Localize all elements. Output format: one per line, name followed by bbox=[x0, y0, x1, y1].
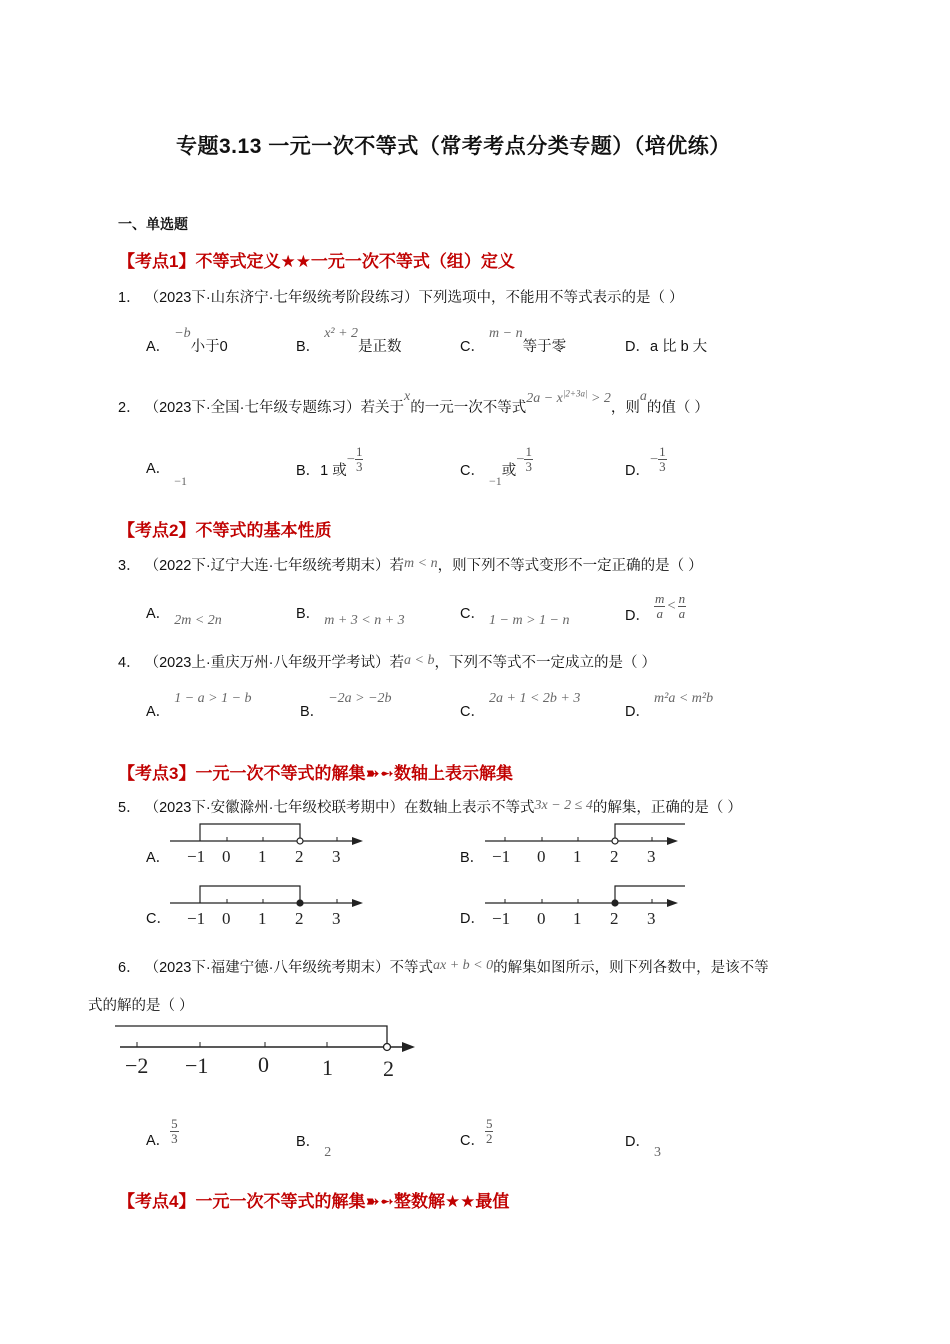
q3-option-d-fraction-right bbox=[678, 592, 687, 621]
q1-option-a-text: 小于0 bbox=[190, 339, 228, 355]
q2-option-c-or: 或 bbox=[501, 463, 517, 480]
tick-label: −1 bbox=[187, 847, 206, 866]
tick-marks bbox=[137, 1042, 327, 1047]
q4-option-d-math: m²a < m²b bbox=[654, 691, 714, 706]
open-endpoint bbox=[612, 838, 618, 844]
tick-label: −1 bbox=[187, 909, 206, 928]
q6-option-a-fraction bbox=[170, 1117, 179, 1146]
q2-option-c-fraction bbox=[524, 445, 533, 474]
closed-endpoint bbox=[297, 900, 303, 906]
q6-option-a[interactable] bbox=[146, 1116, 179, 1150]
solution-bracket bbox=[615, 886, 685, 903]
q2-option-c-label: C． bbox=[460, 463, 485, 480]
q3-condition: m < n bbox=[404, 556, 438, 571]
tick-label: 0 bbox=[537, 847, 546, 866]
q2-var-a: a bbox=[639, 389, 647, 404]
q3-option-c-label: C． bbox=[460, 606, 485, 622]
q5-option-b-number-line bbox=[480, 820, 685, 868]
tick-label: −1 bbox=[492, 847, 511, 866]
q5-option-a-number-line bbox=[165, 820, 370, 868]
tick-label: 0 bbox=[222, 909, 231, 928]
q2-inequality bbox=[526, 388, 611, 406]
q6-option-c-label: C． bbox=[460, 1133, 485, 1150]
solution-bracket bbox=[200, 886, 300, 903]
q3-option-a-label: A． bbox=[146, 606, 171, 622]
number-line-axis bbox=[170, 837, 363, 845]
q4-option-c-label: C． bbox=[460, 704, 485, 720]
question-4-stem bbox=[118, 651, 656, 672]
q6-number-line bbox=[115, 1020, 425, 1082]
q2-stem-part-a: 2． （2023下·全国·七年级专题练习）若关于 bbox=[118, 400, 405, 416]
question-2-stem bbox=[118, 388, 709, 417]
q3-stem-part-b: ，则下列不等式变形不一定正确的是（ ） bbox=[437, 558, 703, 574]
fraction-denominator: 3 bbox=[525, 459, 532, 474]
number-line-axis bbox=[120, 1042, 415, 1052]
fraction-denominator: a bbox=[656, 606, 663, 621]
q6-option-c-fraction bbox=[485, 1117, 494, 1146]
q3-option-d-less-than: < bbox=[667, 598, 676, 615]
q6-option-b-label: B． bbox=[296, 1134, 321, 1150]
solution-bracket bbox=[115, 1026, 387, 1043]
tick-label: 1 bbox=[322, 1055, 333, 1080]
q3-option-a-math: 2m < 2n bbox=[174, 613, 222, 628]
q6-option-c[interactable] bbox=[460, 1116, 493, 1150]
q2-option-d[interactable] bbox=[625, 444, 667, 480]
q4-option-b[interactable] bbox=[300, 691, 392, 721]
q5-stem-part-a: 5． （2023下·安徽滁州·七年级校联考期中）在数轴上表示不等式 bbox=[118, 800, 535, 816]
q6-option-d-value: 3 bbox=[654, 1145, 662, 1160]
q1-option-c[interactable] bbox=[460, 326, 567, 356]
tick-label: 2 bbox=[383, 1056, 394, 1081]
q3-option-b[interactable] bbox=[296, 602, 405, 628]
number-line-axis bbox=[485, 899, 678, 907]
tick-label: −1 bbox=[492, 909, 511, 928]
q3-option-d-fraction-left bbox=[654, 592, 665, 621]
q5-option-c-label[interactable]: C． bbox=[146, 911, 171, 927]
q2-option-a-value: −1 bbox=[174, 474, 187, 488]
fraction-numerator: 5 bbox=[171, 1116, 178, 1131]
tick-label: 1 bbox=[258, 909, 267, 928]
question-6-stem-continued: 式的解的是（ ） bbox=[88, 998, 194, 1014]
tick-label: 1 bbox=[573, 847, 582, 866]
q2-option-d-label: D． bbox=[625, 463, 650, 480]
q1-option-b-math: x² + 2 bbox=[324, 326, 359, 341]
fraction-denominator: a bbox=[678, 606, 686, 621]
fraction-denominator: 3 bbox=[355, 459, 363, 474]
q2-inequality-base: 2a − x bbox=[526, 391, 563, 406]
q2-option-d-minus: − bbox=[649, 451, 659, 468]
fraction-numerator: 1 bbox=[355, 444, 363, 459]
q6-option-d-label: D． bbox=[625, 1134, 650, 1150]
q2-option-c-minus: − bbox=[516, 451, 525, 468]
tick-label: 0 bbox=[537, 909, 546, 928]
q2-option-a-label: A． bbox=[146, 461, 171, 477]
q4-option-d[interactable] bbox=[625, 691, 714, 721]
question-3-stem bbox=[118, 554, 703, 575]
kaodian-2-heading: 【考点2】不等式的基本性质 bbox=[118, 521, 332, 540]
q5-option-a-label[interactable]: A． bbox=[146, 850, 171, 866]
q4-stem-part-b: ，下列不等式不一定成立的是（ ） bbox=[434, 655, 656, 671]
q4-option-a[interactable] bbox=[146, 691, 252, 721]
tick-label: 1 bbox=[573, 909, 582, 928]
q4-option-a-label: A． bbox=[146, 704, 171, 720]
fraction-denominator: 3 bbox=[171, 1131, 178, 1146]
q4-option-c-math: 2a + 1 < 2b + 3 bbox=[489, 691, 581, 706]
page-title: 专题3.13 一元一次不等式（常考考点分类专题）（培优练） bbox=[176, 135, 731, 158]
q3-option-d[interactable] bbox=[625, 591, 686, 625]
q2-var-x: x bbox=[404, 389, 411, 404]
q1-option-a-label: A． bbox=[146, 339, 171, 355]
q5-option-d-label[interactable]: D． bbox=[460, 911, 485, 927]
question-1-stem: 1． （2023下·山东济宁·七年级统考阶段练习）下列选项中，不能用不等式表示的是（ ） bbox=[118, 290, 684, 306]
kaodian-3-heading: 【考点3】一元一次不等式的解集➽➻数轴上表示解集 bbox=[118, 764, 513, 783]
q1-option-c-label: C． bbox=[460, 339, 485, 355]
q2-stem-part-d: 的值（ ） bbox=[646, 400, 709, 416]
q6-option-d[interactable] bbox=[625, 1130, 662, 1160]
q3-option-a[interactable] bbox=[146, 602, 222, 628]
fraction-numerator: 5 bbox=[485, 1116, 493, 1131]
q2-option-d-fraction bbox=[658, 445, 667, 474]
question-5-stem bbox=[118, 796, 742, 817]
tick-label: 3 bbox=[647, 847, 656, 866]
q3-stem-part-a: 3． （2022下·辽宁大连·七年级统考期末）若 bbox=[118, 558, 405, 574]
q4-option-d-label: D． bbox=[625, 704, 650, 720]
q1-option-c-math: m − n bbox=[489, 326, 523, 341]
q2-stem-part-b: 的一元一次不等式 bbox=[410, 400, 527, 416]
tick-label: 3 bbox=[332, 847, 341, 866]
q6-stem-part-a: 6． （2023下·福建宁德·八年级统考期末）不等式 bbox=[118, 960, 434, 976]
q5-option-c-number-line bbox=[165, 882, 370, 930]
q6-option-a-label: A． bbox=[146, 1133, 171, 1150]
q6-inequality: ax + b < 0 bbox=[433, 958, 494, 973]
q4-option-b-label: B． bbox=[300, 704, 325, 720]
q4-option-b-math: −2a > −2b bbox=[328, 691, 392, 706]
kaodian-4-heading: 【考点4】一元一次不等式的解集➽➻整数解★★最值 bbox=[118, 1192, 510, 1211]
q4-option-a-math: 1 − a > 1 − b bbox=[174, 691, 252, 706]
q5-option-b-label[interactable]: B． bbox=[460, 850, 485, 866]
number-line-axis bbox=[170, 899, 363, 907]
fraction-numerator: 1 bbox=[659, 444, 666, 459]
q4-condition: a < b bbox=[404, 653, 435, 668]
solution-bracket bbox=[615, 824, 685, 838]
q2-stem-part-c: ，则 bbox=[610, 400, 640, 416]
fraction-denominator: 3 bbox=[659, 459, 666, 474]
fraction-numerator: 1 bbox=[525, 444, 532, 459]
q3-option-d-label: D． bbox=[625, 608, 650, 625]
q4-option-c[interactable] bbox=[460, 691, 581, 721]
q1-option-b-label: B． bbox=[296, 339, 321, 355]
tick-label: −1 bbox=[185, 1053, 209, 1078]
q1-option-a[interactable] bbox=[146, 326, 228, 356]
q2-option-b-label: B．1 或 bbox=[296, 463, 347, 480]
question-6-stem bbox=[118, 956, 769, 977]
fraction-numerator: n bbox=[678, 591, 686, 606]
section-heading: 一、单选题 bbox=[118, 216, 188, 232]
open-endpoint bbox=[297, 838, 303, 844]
tick-label: 2 bbox=[610, 847, 619, 866]
tick-label: 2 bbox=[295, 847, 304, 866]
q2-option-a[interactable] bbox=[146, 457, 187, 488]
q6-option-b-value: 2 bbox=[324, 1145, 332, 1160]
tick-label: 1 bbox=[258, 847, 267, 866]
tick-label: 3 bbox=[647, 909, 656, 928]
fraction-numerator: m bbox=[655, 591, 665, 606]
q1-option-a-math: −b bbox=[174, 326, 191, 341]
kaodian-1-heading: 【考点1】不等式定义★★一元一次不等式（组）定义 bbox=[118, 252, 515, 271]
q2-inequality-rhs: > 2 bbox=[590, 391, 611, 406]
q5-option-d-number-line bbox=[480, 882, 685, 930]
q1-option-d[interactable]: D．a 比 b 大 bbox=[625, 339, 708, 355]
q2-option-b[interactable] bbox=[296, 444, 363, 480]
q6-option-b[interactable] bbox=[296, 1130, 332, 1160]
tick-label: 0 bbox=[258, 1052, 269, 1077]
q1-option-b-text: 是正数 bbox=[358, 339, 402, 355]
closed-endpoint bbox=[612, 900, 618, 906]
q5-inequality: 3x − 2 ≤ 4 bbox=[534, 798, 593, 813]
q3-option-c-math: 1 − m > 1 − n bbox=[489, 613, 570, 628]
q4-stem-part-a: 4． （2023上·重庆万州·八年级开学考试）若 bbox=[118, 655, 405, 671]
q2-option-c-value: −1 bbox=[489, 474, 502, 489]
q2-inequality-exponent: |2+3a| bbox=[562, 388, 588, 399]
q3-option-b-label: B． bbox=[296, 606, 321, 622]
q6-stem-part-b: 的解集如图所示，则下列各数中，是该不等 bbox=[493, 960, 769, 976]
q2-option-b-minus: − bbox=[346, 451, 355, 468]
q5-stem-part-b: 的解集，正确的是（ ） bbox=[592, 800, 742, 816]
q2-option-c[interactable] bbox=[460, 444, 533, 489]
tick-label: 0 bbox=[222, 847, 231, 866]
q1-option-b[interactable] bbox=[296, 326, 402, 356]
q3-option-c[interactable] bbox=[460, 602, 570, 628]
fraction-denominator: 2 bbox=[485, 1131, 493, 1146]
tick-label: 2 bbox=[295, 909, 304, 928]
tick-label: −2 bbox=[125, 1053, 149, 1078]
q2-option-b-fraction bbox=[355, 445, 364, 474]
tick-label: 3 bbox=[332, 909, 341, 928]
open-endpoint bbox=[384, 1044, 391, 1051]
number-line-axis bbox=[485, 837, 678, 845]
solution-bracket bbox=[200, 824, 300, 841]
q3-option-b-math: m + 3 < n + 3 bbox=[324, 613, 405, 628]
tick-label: 2 bbox=[610, 909, 619, 928]
q1-option-c-text: 等于零 bbox=[522, 339, 567, 355]
